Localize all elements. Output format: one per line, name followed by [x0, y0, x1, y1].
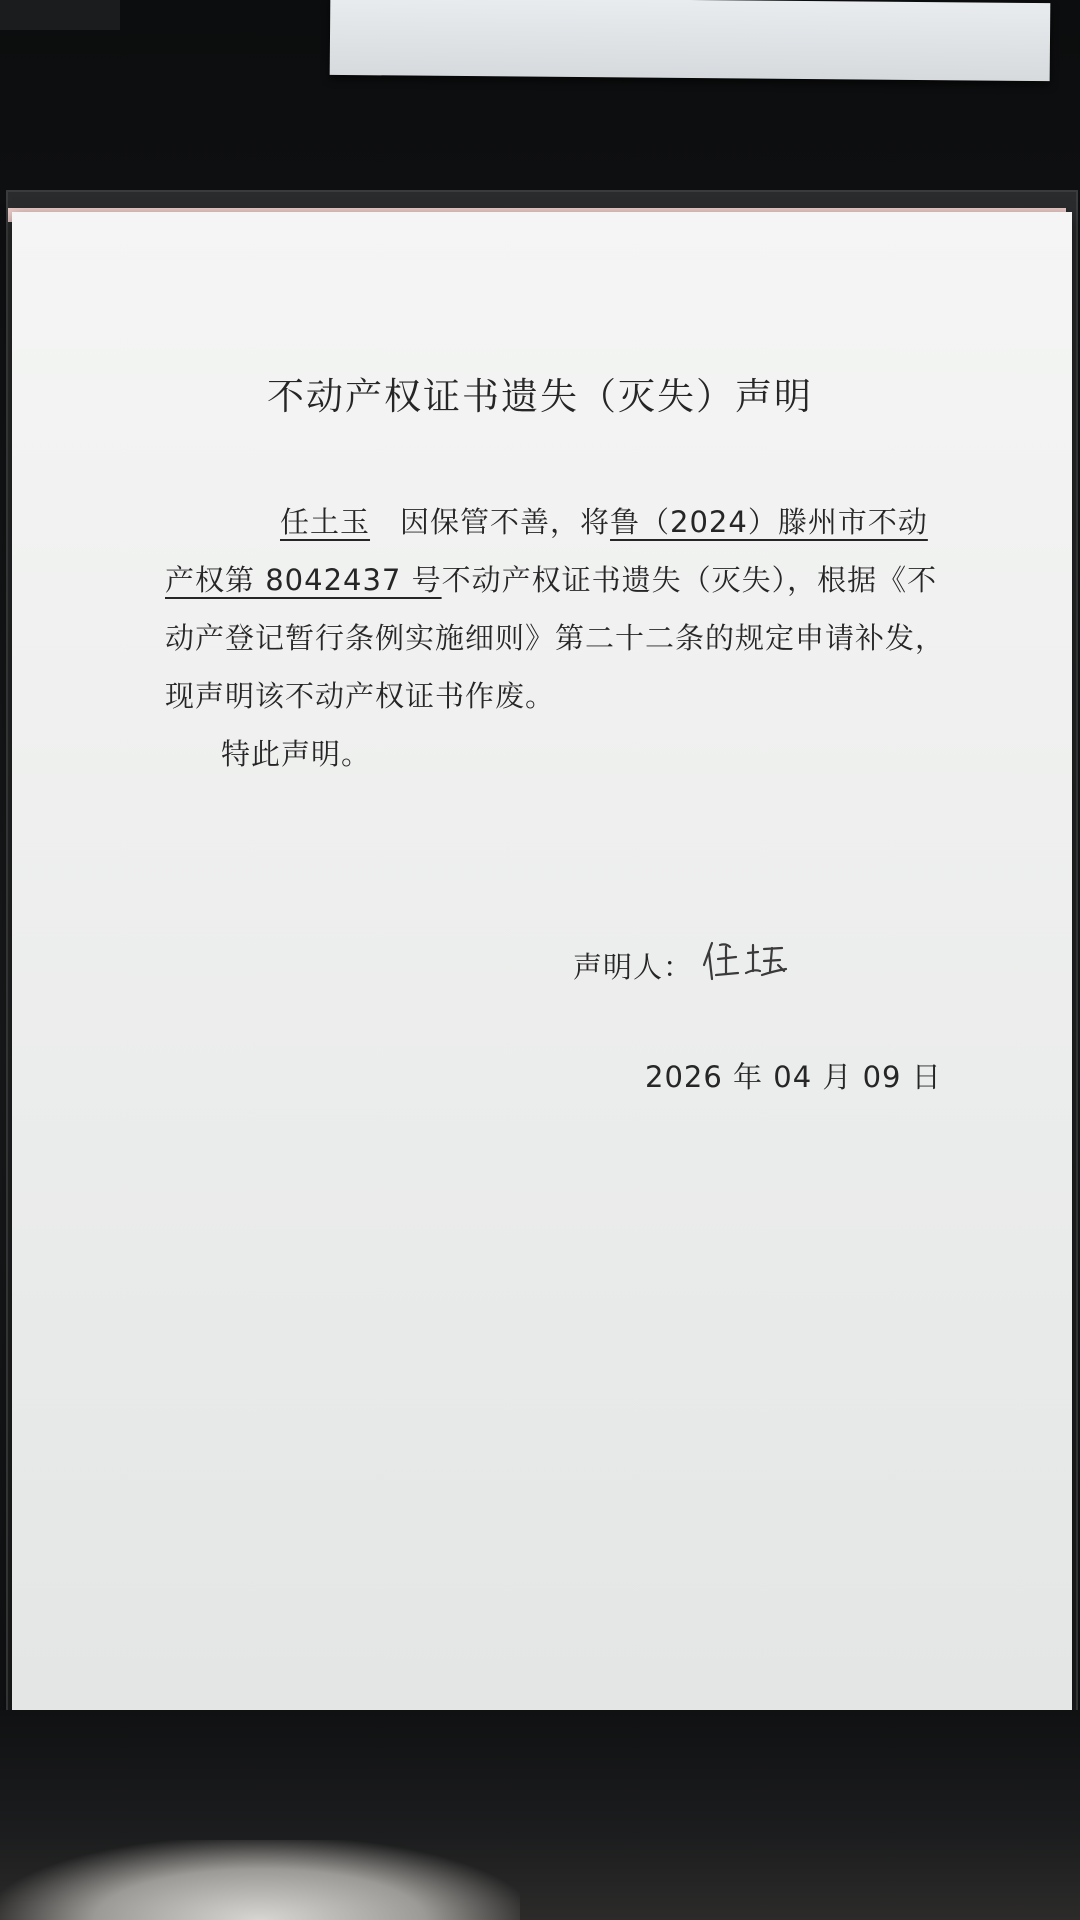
body-line-1 — [250, 500, 928, 541]
signer-label: 声明人： — [573, 950, 694, 984]
body-line-2 — [165, 558, 937, 599]
declaration-sheet — [12, 212, 1072, 1710]
body-text: 不动产权证书遗失（灭失），根据《不 — [441, 563, 938, 597]
foreground-cloth — [0, 1840, 520, 1920]
declarant-name: 任土玉 — [280, 505, 371, 539]
background-corner — [0, 0, 120, 30]
closing-statement: 特此声明。 — [221, 737, 372, 771]
certificate-number-part2: 产权第 8042437 号 — [165, 563, 442, 597]
background-paper — [330, 0, 1051, 81]
body-text: 因保管不善，将 — [400, 505, 611, 539]
document-title: 不动产权证书遗失（灭失）声明 — [267, 375, 813, 418]
handwritten-signature — [700, 935, 810, 985]
body-line-3: 动产登记暂行条例实施细则》第二十二条的规定申请补发， — [165, 621, 946, 655]
declaration-date: 2026 年 04 月 09 日 — [645, 1060, 942, 1094]
certificate-number-part1: 鲁（2024）滕州市不动 — [610, 505, 928, 539]
body-line-4: 现声明该不动产权证书作废。 — [165, 679, 556, 713]
